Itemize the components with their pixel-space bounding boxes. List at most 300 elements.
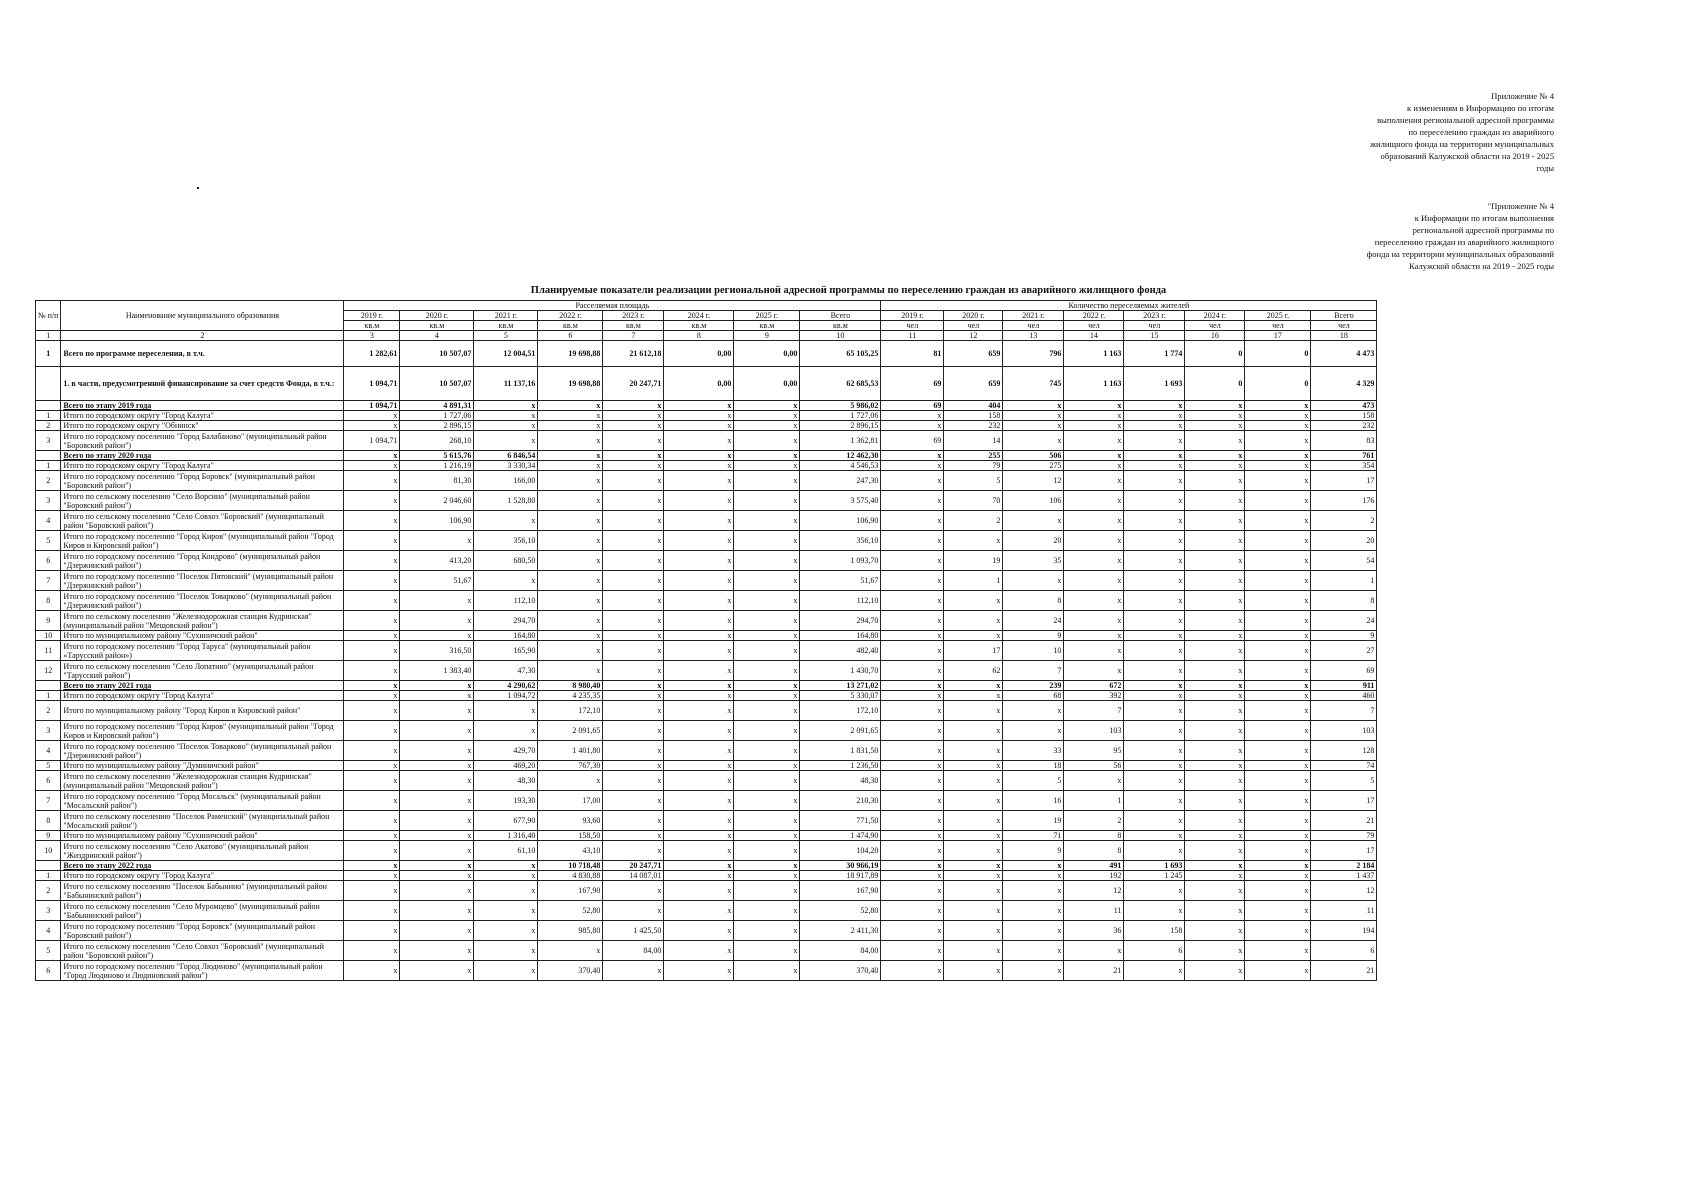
area-value-cell: x <box>400 741 474 761</box>
appendix-line: "Приложение № 4 <box>1487 201 1554 211</box>
people-value-cell: 1 <box>1311 571 1377 591</box>
area-value-cell: x <box>734 551 800 571</box>
area-value-cell: x <box>474 701 538 721</box>
people-value-cell: x <box>944 701 1003 721</box>
people-year-header: Всего <box>1311 311 1377 321</box>
row-number: 2 <box>36 701 61 721</box>
people-value-cell: x <box>1185 741 1245 761</box>
table-row <box>36 531 1377 551</box>
appendix-line: фонда на территории муниципальных образований <box>1366 249 1554 259</box>
people-value-cell: 1 693 <box>1124 861 1185 871</box>
area-value-cell: x <box>474 721 538 741</box>
area-value-cell: x <box>734 741 800 761</box>
area-value-cell: x <box>538 571 603 591</box>
area-value-cell: x <box>400 691 474 701</box>
people-value-cell: x <box>1245 791 1311 811</box>
area-value-cell: 13 271,02 <box>800 681 881 691</box>
area-value-cell: 1 216,19 <box>400 461 474 471</box>
table-row <box>36 571 1377 591</box>
area-value-cell: x <box>344 721 400 741</box>
people-value-cell: 33 <box>1003 741 1064 761</box>
people-value-cell: 392 <box>1064 691 1124 701</box>
row-number: 3 <box>36 901 61 921</box>
people-value-cell: x <box>1245 661 1311 681</box>
area-value-cell: x <box>603 551 664 571</box>
area-value-cell: 62 685,53 <box>800 367 881 401</box>
people-value-cell: x <box>881 701 944 721</box>
people-value-cell: x <box>1185 831 1245 841</box>
people-value-cell: x <box>1245 741 1311 761</box>
area-value-cell: 18 917,89 <box>800 871 881 881</box>
area-value-cell: x <box>474 411 538 421</box>
people-value-cell: x <box>1124 611 1185 631</box>
area-value-cell: 158,50 <box>538 831 603 841</box>
people-value-cell: x <box>1124 591 1185 611</box>
area-value-cell: x <box>538 551 603 571</box>
area-value-cell: 30 966,19 <box>800 861 881 871</box>
area-value-cell: x <box>664 681 734 691</box>
area-value-cell: x <box>400 861 474 871</box>
people-value-cell: 9 <box>1003 841 1064 861</box>
people-value-cell: 4 329 <box>1311 367 1377 401</box>
area-value-cell: x <box>603 761 664 771</box>
people-value-cell: x <box>1124 511 1185 531</box>
people-value-cell: 9 <box>1311 631 1377 641</box>
people-value-cell: x <box>944 611 1003 631</box>
area-value-cell: 112,10 <box>474 591 538 611</box>
people-value-cell: x <box>881 471 944 491</box>
area-value-cell: x <box>664 611 734 631</box>
area-value-cell: x <box>344 881 400 901</box>
area-value-cell: x <box>734 761 800 771</box>
area-value-cell: x <box>734 841 800 861</box>
area-value-cell: 268,10 <box>400 431 474 451</box>
people-value-cell: x <box>1003 421 1064 431</box>
table-row <box>36 741 1377 761</box>
area-value-cell: x <box>344 871 400 881</box>
appendix-line: образований Калужской области на 2019 - 2025 <box>1380 151 1554 161</box>
municipality-name: Итого по городскому поселению "Поселок Пятовский" (муниципальный район "Дзержинский район") <box>61 571 344 591</box>
area-value-cell: x <box>664 451 734 461</box>
people-value-cell: x <box>1185 461 1245 471</box>
area-unit-header: кв.м <box>603 321 664 331</box>
people-value-cell: x <box>1003 401 1064 411</box>
municipality-name: Всего по этапу 2020 года <box>61 451 344 461</box>
people-value-cell: x <box>1124 701 1185 721</box>
people-value-cell: x <box>1185 411 1245 421</box>
people-value-cell: x <box>1064 631 1124 641</box>
area-value-cell: x <box>603 451 664 461</box>
stage-total-row <box>36 681 1377 691</box>
index-cell: 3 <box>344 331 400 341</box>
area-value-cell: x <box>474 401 538 411</box>
area-value-cell: 167,90 <box>538 881 603 901</box>
people-value-cell: x <box>1064 771 1124 791</box>
area-value-cell: x <box>400 631 474 641</box>
people-value-cell: x <box>944 861 1003 871</box>
people-value-cell: 796 <box>1003 341 1064 367</box>
area-value-cell: 294,70 <box>474 611 538 631</box>
people-value-cell: 27 <box>1311 641 1377 661</box>
area-year-header: 2025 г. <box>734 311 800 321</box>
people-value-cell: x <box>881 921 944 941</box>
area-value-cell: x <box>603 531 664 551</box>
people-value-cell: 17 <box>1311 841 1377 861</box>
people-value-cell: 232 <box>1311 421 1377 431</box>
area-value-cell: 3 575,40 <box>800 491 881 511</box>
people-value-cell: x <box>1003 871 1064 881</box>
area-value-cell: x <box>603 741 664 761</box>
area-value-cell: x <box>664 631 734 641</box>
people-unit-header: чел <box>1124 321 1185 331</box>
area-value-cell: x <box>400 611 474 631</box>
area-value-cell: 0,00 <box>734 367 800 401</box>
appendix-line: к Информации по итогам выполнения <box>1414 213 1554 223</box>
people-value-cell: 69 <box>1311 661 1377 681</box>
people-value-cell: x <box>1124 571 1185 591</box>
people-value-cell: 9 <box>1003 631 1064 641</box>
people-value-cell: 745 <box>1003 367 1064 401</box>
people-value-cell: x <box>1124 831 1185 841</box>
area-value-cell: x <box>538 451 603 461</box>
index-cell: 18 <box>1311 331 1377 341</box>
people-value-cell: 6 <box>1124 941 1185 961</box>
area-value-cell: 106,90 <box>400 511 474 531</box>
area-value-cell: 0,00 <box>734 341 800 367</box>
area-value-cell: x <box>664 901 734 921</box>
area-value-cell: x <box>664 761 734 771</box>
people-value-cell: 18 <box>1003 761 1064 771</box>
people-value-cell: x <box>1124 741 1185 761</box>
area-value-cell: 51,67 <box>800 571 881 591</box>
people-value-cell: 17 <box>1311 791 1377 811</box>
people-value-cell: 659 <box>944 341 1003 367</box>
area-value-cell: x <box>344 901 400 921</box>
people-value-cell: x <box>1185 641 1245 661</box>
people-value-cell: 158 <box>944 411 1003 421</box>
people-value-cell: x <box>1185 431 1245 451</box>
area-value-cell: x <box>734 471 800 491</box>
people-unit-header: чел <box>881 321 944 331</box>
people-value-cell: x <box>881 681 944 691</box>
people-value-cell: x <box>1003 861 1064 871</box>
table-row <box>36 771 1377 791</box>
people-value-cell: x <box>1064 591 1124 611</box>
people-value-cell: 158 <box>1311 411 1377 421</box>
area-value-cell: 2 896,15 <box>800 421 881 431</box>
area-value-cell: 166,00 <box>474 471 538 491</box>
people-value-cell: 192 <box>1064 871 1124 881</box>
index-cell: 5 <box>474 331 538 341</box>
row-number: 1 <box>36 461 61 471</box>
appendix-line: региональной адресной программы по <box>1412 225 1554 235</box>
people-value-cell: x <box>1124 721 1185 741</box>
area-value-cell: x <box>538 471 603 491</box>
people-value-cell: x <box>881 961 944 981</box>
area-value-cell: 1 094,71 <box>344 401 400 411</box>
area-value-cell: 2 091,65 <box>800 721 881 741</box>
area-value-cell: x <box>603 631 664 641</box>
area-value-cell: x <box>734 401 800 411</box>
area-value-cell: x <box>734 681 800 691</box>
area-value-cell: x <box>734 411 800 421</box>
people-value-cell: x <box>1124 491 1185 511</box>
area-value-cell: x <box>603 641 664 661</box>
area-value-cell: x <box>734 721 800 741</box>
area-value-cell: 356,10 <box>474 531 538 551</box>
people-value-cell: x <box>1003 721 1064 741</box>
area-value-cell: x <box>538 431 603 451</box>
table-row <box>36 461 1377 471</box>
area-value-cell: 1 094,72 <box>474 691 538 701</box>
people-value-cell: x <box>1185 631 1245 641</box>
people-value-cell: x <box>1245 701 1311 721</box>
people-value-cell: x <box>1245 571 1311 591</box>
area-value-cell: x <box>664 861 734 871</box>
people-value-cell: x <box>1245 881 1311 901</box>
people-value-cell: 0 <box>1185 367 1245 401</box>
scan-speck <box>197 187 199 189</box>
people-value-cell: 70 <box>944 491 1003 511</box>
people-value-cell: 103 <box>1311 721 1377 741</box>
people-value-cell: 106 <box>1003 491 1064 511</box>
area-value-cell: x <box>664 661 734 681</box>
area-value-cell: x <box>664 921 734 941</box>
area-value-cell: x <box>538 641 603 661</box>
area-value-cell: 1 528,80 <box>474 491 538 511</box>
table-row <box>36 471 1377 491</box>
people-value-cell: 74 <box>1311 761 1377 771</box>
area-group-header: Расселяемая площадь <box>344 301 881 311</box>
area-value-cell: 680,50 <box>474 551 538 571</box>
people-value-cell: x <box>944 921 1003 941</box>
municipality-name: Итого по сельскому поселению "Поселок Раменский" (муниципальный район "Мосальский район") <box>61 811 344 831</box>
people-value-cell: x <box>1185 871 1245 881</box>
area-value-cell: 1 727,06 <box>800 411 881 421</box>
area-value-cell: x <box>400 681 474 691</box>
people-value-cell: x <box>1124 691 1185 701</box>
people-value-cell: x <box>1003 571 1064 591</box>
area-value-cell: 12 004,51 <box>474 341 538 367</box>
area-value-cell: x <box>734 641 800 661</box>
area-value-cell: 1 401,80 <box>538 741 603 761</box>
area-value-cell: x <box>474 861 538 871</box>
people-value-cell: 6 <box>1311 941 1377 961</box>
area-value-cell: x <box>344 861 400 871</box>
area-value-cell: x <box>344 591 400 611</box>
people-value-cell: x <box>1245 451 1311 461</box>
area-value-cell: x <box>400 941 474 961</box>
area-value-cell: x <box>474 431 538 451</box>
row-number: 6 <box>36 771 61 791</box>
row-number <box>36 367 61 401</box>
people-value-cell: 255 <box>944 451 1003 461</box>
people-value-cell: x <box>1185 661 1245 681</box>
area-value-cell: x <box>344 461 400 471</box>
area-value-cell: x <box>538 631 603 641</box>
people-value-cell: 19 <box>944 551 1003 571</box>
people-value-cell: x <box>1003 881 1064 901</box>
row-number <box>36 861 61 871</box>
people-value-cell: x <box>1124 641 1185 661</box>
people-value-cell: x <box>944 901 1003 921</box>
people-value-cell: 5 <box>1311 771 1377 791</box>
area-value-cell: x <box>664 881 734 901</box>
table-row <box>36 721 1377 741</box>
area-value-cell: x <box>538 401 603 411</box>
table-row <box>36 871 1377 881</box>
people-value-cell: 8 <box>1064 831 1124 841</box>
area-value-cell: x <box>664 431 734 451</box>
area-value-cell: 0,00 <box>664 341 734 367</box>
area-value-cell: 167,90 <box>800 881 881 901</box>
area-value-cell: x <box>344 531 400 551</box>
area-value-cell: 1 474,90 <box>800 831 881 841</box>
people-group-header: Количество переселяемых жителей <box>881 301 1377 311</box>
row-number: 1 <box>36 411 61 421</box>
people-value-cell: x <box>1185 921 1245 941</box>
people-value-cell: x <box>944 961 1003 981</box>
people-value-cell: x <box>881 721 944 741</box>
row-number: 11 <box>36 641 61 661</box>
people-value-cell: x <box>1124 431 1185 451</box>
people-value-cell: x <box>944 591 1003 611</box>
people-unit-header: чел <box>1245 321 1311 331</box>
area-value-cell: 65 105,25 <box>800 341 881 367</box>
area-value-cell: 165,90 <box>474 641 538 661</box>
people-value-cell: x <box>1245 551 1311 571</box>
document-title: Планируемые показатели реализации региональной адресной программы по переселению граждан из аварийного жилищного фонда <box>530 285 1167 296</box>
people-value-cell: 11 <box>1311 901 1377 921</box>
people-value-cell: x <box>881 451 944 461</box>
people-unit-header: чел <box>1003 321 1064 331</box>
people-value-cell: x <box>1185 841 1245 861</box>
municipality-name: Итого по городскому поселению "Город Боровск" (муниципальный район "Боровский район") <box>61 921 344 941</box>
area-value-cell: x <box>603 661 664 681</box>
appendix-line: по переселению граждан из аварийного <box>1408 127 1554 137</box>
index-cell: 17 <box>1245 331 1311 341</box>
area-value-cell: x <box>664 401 734 411</box>
people-value-cell: x <box>1064 491 1124 511</box>
area-value-cell: 4 290,62 <box>474 681 538 691</box>
area-value-cell: x <box>664 701 734 721</box>
area-value-cell: x <box>603 511 664 531</box>
appendix-line: Калужской области на 2019 - 2025 годы <box>1409 261 1554 271</box>
people-value-cell: x <box>1064 421 1124 431</box>
area-value-cell: 10 718,48 <box>538 861 603 871</box>
row-number: 2 <box>36 421 61 431</box>
area-value-cell: 2 896,15 <box>400 421 474 431</box>
area-value-cell: x <box>603 811 664 831</box>
area-value-cell: x <box>400 831 474 841</box>
area-value-cell: 14 087,01 <box>603 871 664 881</box>
area-value-cell: 172,10 <box>800 701 881 721</box>
people-value-cell: x <box>1185 611 1245 631</box>
people-value-cell: 0 <box>1185 341 1245 367</box>
area-value-cell: 5 330,07 <box>800 691 881 701</box>
index-cell: 14 <box>1064 331 1124 341</box>
area-value-cell: 8 980,40 <box>538 681 603 691</box>
people-value-cell: x <box>1245 611 1311 631</box>
area-value-cell: 84,00 <box>800 941 881 961</box>
appendix-original-note <box>1367 200 1554 272</box>
area-year-header: 2020 г. <box>400 311 474 321</box>
area-value-cell: x <box>734 701 800 721</box>
area-value-cell: x <box>603 681 664 691</box>
people-value-cell: 404 <box>944 401 1003 411</box>
area-value-cell: 48,30 <box>474 771 538 791</box>
people-value-cell: x <box>944 881 1003 901</box>
people-value-cell: x <box>1245 691 1311 701</box>
people-value-cell: 158 <box>1124 921 1185 941</box>
people-value-cell: x <box>1003 941 1064 961</box>
area-value-cell: x <box>664 511 734 531</box>
area-value-cell: x <box>474 901 538 921</box>
area-value-cell: x <box>344 961 400 981</box>
area-value-cell: x <box>344 571 400 591</box>
area-value-cell: 52,80 <box>800 901 881 921</box>
people-value-cell: x <box>1124 661 1185 681</box>
people-value-cell: 5 <box>1003 771 1064 791</box>
people-value-cell: x <box>1185 511 1245 531</box>
index-cell: 4 <box>400 331 474 341</box>
area-value-cell: 43,10 <box>538 841 603 861</box>
people-value-cell: x <box>881 531 944 551</box>
people-value-cell: x <box>1003 901 1064 921</box>
row-number: 6 <box>36 551 61 571</box>
table-header <box>36 301 1377 341</box>
people-value-cell: x <box>1124 551 1185 571</box>
municipality-name: Итого по городскому поселению "Город Киров" (муниципальный район "Город Киров и Кировский район") <box>61 721 344 741</box>
people-value-cell: x <box>881 571 944 591</box>
people-value-cell: x <box>1124 531 1185 551</box>
area-value-cell: x <box>344 701 400 721</box>
area-value-cell: 985,80 <box>538 921 603 941</box>
people-value-cell: 21 <box>1311 811 1377 831</box>
area-value-cell: 93,60 <box>538 811 603 831</box>
people-value-cell: 17 <box>944 641 1003 661</box>
area-year-header: 2023 г. <box>603 311 664 321</box>
area-value-cell: 4 830,88 <box>538 871 603 881</box>
area-value-cell: x <box>400 771 474 791</box>
people-value-cell: 1 <box>944 571 1003 591</box>
area-value-cell: x <box>474 511 538 531</box>
area-value-cell: x <box>734 691 800 701</box>
area-value-cell: x <box>344 811 400 831</box>
municipality-name: Всего по программе переселения, в т.ч. <box>61 341 344 367</box>
area-value-cell: x <box>664 961 734 981</box>
row-number: 10 <box>36 841 61 861</box>
people-value-cell: x <box>1124 461 1185 471</box>
municipality-name: Итого по городскому округу "Город Калуга" <box>61 411 344 421</box>
area-value-cell: 370,40 <box>538 961 603 981</box>
index-cell: 9 <box>734 331 800 341</box>
people-value-cell: 68 <box>1003 691 1064 701</box>
people-value-cell: 24 <box>1311 611 1377 631</box>
people-value-cell: 11 <box>1064 901 1124 921</box>
people-value-cell: 69 <box>881 401 944 411</box>
people-value-cell: x <box>1064 431 1124 451</box>
people-value-cell: x <box>881 591 944 611</box>
area-value-cell: x <box>538 461 603 471</box>
municipality-name: Итого по сельскому поселению "Село Совхоз "Боровский" (муниципальный район "Боровский район") <box>61 941 344 961</box>
appendix-line: выполнения региональной адресной программы <box>1377 115 1554 125</box>
row-number: 2 <box>36 881 61 901</box>
area-value-cell: x <box>538 661 603 681</box>
appendix-line: к изменениям в Информацию по итогам <box>1407 103 1554 113</box>
people-unit-header: чел <box>1311 321 1377 331</box>
people-value-cell: 62 <box>944 661 1003 681</box>
